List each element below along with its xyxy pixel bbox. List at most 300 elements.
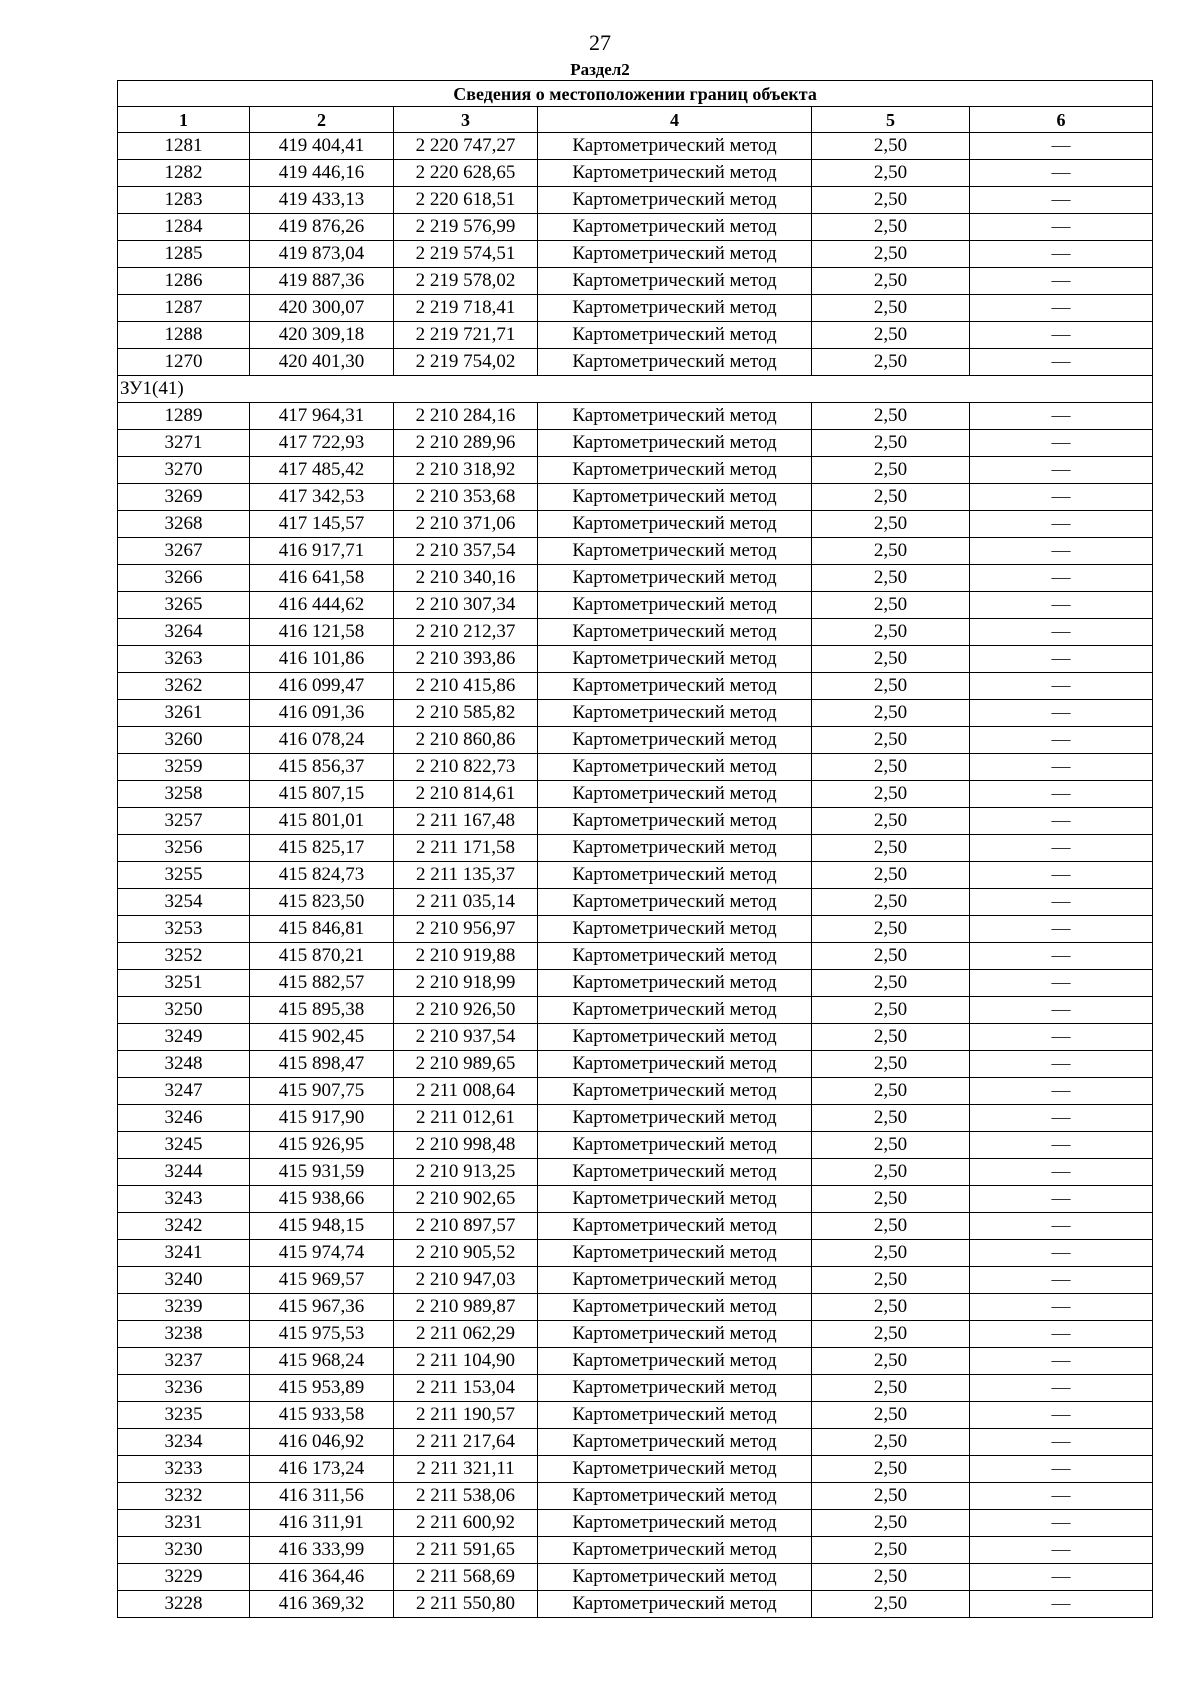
description-cell: — bbox=[970, 1483, 1153, 1510]
point-number-cell: 3237 bbox=[118, 1348, 250, 1375]
point-number-cell: 3244 bbox=[118, 1159, 250, 1186]
column-header: 5 bbox=[812, 107, 970, 133]
description-cell: — bbox=[970, 349, 1153, 376]
description-cell: — bbox=[970, 1186, 1153, 1213]
accuracy-cell: 2,50 bbox=[812, 889, 970, 916]
method-cell: Картометрический метод bbox=[538, 916, 812, 943]
table-row bbox=[118, 214, 1153, 241]
accuracy-cell: 2,50 bbox=[812, 1132, 970, 1159]
accuracy-cell: 2,50 bbox=[812, 1240, 970, 1267]
x-coordinate-cell: 419 446,16 bbox=[250, 160, 394, 187]
table-row bbox=[118, 511, 1153, 538]
y-coordinate-cell: 2 210 905,52 bbox=[394, 1240, 538, 1267]
description-cell: — bbox=[970, 592, 1153, 619]
y-coordinate-cell: 2 210 284,16 bbox=[394, 403, 538, 430]
method-cell: Картометрический метод bbox=[538, 403, 812, 430]
point-number-cell: 1281 bbox=[118, 133, 250, 160]
x-coordinate-cell: 416 333,99 bbox=[250, 1537, 394, 1564]
point-number-cell: 3248 bbox=[118, 1051, 250, 1078]
y-coordinate-cell: 2 210 415,86 bbox=[394, 673, 538, 700]
point-number-cell: 1283 bbox=[118, 187, 250, 214]
x-coordinate-cell: 419 404,41 bbox=[250, 133, 394, 160]
table-row bbox=[118, 700, 1153, 727]
description-cell: — bbox=[970, 781, 1153, 808]
x-coordinate-cell: 415 969,57 bbox=[250, 1267, 394, 1294]
y-coordinate-cell: 2 211 167,48 bbox=[394, 808, 538, 835]
description-cell: — bbox=[970, 1078, 1153, 1105]
method-cell: Картометрический метод bbox=[538, 1375, 812, 1402]
table-row bbox=[118, 268, 1153, 295]
point-number-cell: 3246 bbox=[118, 1105, 250, 1132]
column-header: 3 bbox=[394, 107, 538, 133]
point-number-cell: 3242 bbox=[118, 1213, 250, 1240]
accuracy-cell: 2,50 bbox=[812, 1456, 970, 1483]
accuracy-cell: 2,50 bbox=[812, 403, 970, 430]
x-coordinate-cell: 415 825,17 bbox=[250, 835, 394, 862]
method-cell: Картометрический метод bbox=[538, 457, 812, 484]
x-coordinate-cell: 419 873,04 bbox=[250, 241, 394, 268]
y-coordinate-cell: 2 211 190,57 bbox=[394, 1402, 538, 1429]
point-number-cell: 3239 bbox=[118, 1294, 250, 1321]
description-cell: — bbox=[970, 268, 1153, 295]
method-cell: Картометрический метод bbox=[538, 133, 812, 160]
table-row bbox=[118, 619, 1153, 646]
accuracy-cell: 2,50 bbox=[812, 241, 970, 268]
description-cell: — bbox=[970, 430, 1153, 457]
y-coordinate-cell: 2 211 135,37 bbox=[394, 862, 538, 889]
y-coordinate-cell: 2 210 318,92 bbox=[394, 457, 538, 484]
x-coordinate-cell: 415 967,36 bbox=[250, 1294, 394, 1321]
accuracy-cell: 2,50 bbox=[812, 943, 970, 970]
y-coordinate-cell: 2 210 860,86 bbox=[394, 727, 538, 754]
accuracy-cell: 2,50 bbox=[812, 916, 970, 943]
table-row bbox=[118, 1213, 1153, 1240]
x-coordinate-cell: 417 485,42 bbox=[250, 457, 394, 484]
x-coordinate-cell: 415 882,57 bbox=[250, 970, 394, 997]
y-coordinate-cell: 2 211 062,29 bbox=[394, 1321, 538, 1348]
y-coordinate-cell: 2 211 600,92 bbox=[394, 1510, 538, 1537]
point-number-cell: 3254 bbox=[118, 889, 250, 916]
accuracy-cell: 2,50 bbox=[812, 673, 970, 700]
description-cell: — bbox=[970, 403, 1153, 430]
table-row bbox=[118, 916, 1153, 943]
accuracy-cell: 2,50 bbox=[812, 970, 970, 997]
accuracy-cell: 2,50 bbox=[812, 808, 970, 835]
point-number-cell: 3234 bbox=[118, 1429, 250, 1456]
table-row bbox=[118, 403, 1153, 430]
y-coordinate-cell: 2 219 576,99 bbox=[394, 214, 538, 241]
description-cell: — bbox=[970, 970, 1153, 997]
accuracy-cell: 2,50 bbox=[812, 484, 970, 511]
accuracy-cell: 2,50 bbox=[812, 457, 970, 484]
y-coordinate-cell: 2 219 578,02 bbox=[394, 268, 538, 295]
table-row bbox=[118, 160, 1153, 187]
point-number-cell: 3233 bbox=[118, 1456, 250, 1483]
table-row bbox=[118, 835, 1153, 862]
x-coordinate-cell: 415 870,21 bbox=[250, 943, 394, 970]
description-cell: — bbox=[970, 1510, 1153, 1537]
method-cell: Картометрический метод bbox=[538, 1402, 812, 1429]
accuracy-cell: 2,50 bbox=[812, 322, 970, 349]
method-cell: Картометрический метод bbox=[538, 1132, 812, 1159]
method-cell: Картометрический метод bbox=[538, 754, 812, 781]
method-cell: Картометрический метод bbox=[538, 1294, 812, 1321]
accuracy-cell: 2,50 bbox=[812, 1321, 970, 1348]
y-coordinate-cell: 2 210 393,86 bbox=[394, 646, 538, 673]
table-row bbox=[118, 295, 1153, 322]
y-coordinate-cell: 2 210 371,06 bbox=[394, 511, 538, 538]
column-header: 6 bbox=[970, 107, 1153, 133]
y-coordinate-cell: 2 210 913,25 bbox=[394, 1159, 538, 1186]
accuracy-cell: 2,50 bbox=[812, 214, 970, 241]
x-coordinate-cell: 420 401,30 bbox=[250, 349, 394, 376]
description-cell: — bbox=[970, 1375, 1153, 1402]
description-cell: — bbox=[970, 322, 1153, 349]
method-cell: Картометрический метод bbox=[538, 862, 812, 889]
accuracy-cell: 2,50 bbox=[812, 1564, 970, 1591]
x-coordinate-cell: 419 433,13 bbox=[250, 187, 394, 214]
y-coordinate-cell: 2 219 574,51 bbox=[394, 241, 538, 268]
x-coordinate-cell: 416 311,56 bbox=[250, 1483, 394, 1510]
point-number-cell: 3229 bbox=[118, 1564, 250, 1591]
accuracy-cell: 2,50 bbox=[812, 592, 970, 619]
accuracy-cell: 2,50 bbox=[812, 1213, 970, 1240]
method-cell: Картометрический метод bbox=[538, 1159, 812, 1186]
description-cell: — bbox=[970, 1294, 1153, 1321]
description-cell: — bbox=[970, 646, 1153, 673]
x-coordinate-cell: 417 964,31 bbox=[250, 403, 394, 430]
accuracy-cell: 2,50 bbox=[812, 997, 970, 1024]
method-cell: Картометрический метод bbox=[538, 1348, 812, 1375]
accuracy-cell: 2,50 bbox=[812, 349, 970, 376]
method-cell: Картометрический метод bbox=[538, 349, 812, 376]
accuracy-cell: 2,50 bbox=[812, 1510, 970, 1537]
y-coordinate-cell: 2 210 307,34 bbox=[394, 592, 538, 619]
method-cell: Картометрический метод bbox=[538, 565, 812, 592]
method-cell: Картометрический метод bbox=[538, 1456, 812, 1483]
x-coordinate-cell: 415 953,89 bbox=[250, 1375, 394, 1402]
table-row bbox=[118, 538, 1153, 565]
y-coordinate-cell: 2 210 814,61 bbox=[394, 781, 538, 808]
description-cell: — bbox=[970, 754, 1153, 781]
y-coordinate-cell: 2 210 926,50 bbox=[394, 997, 538, 1024]
accuracy-cell: 2,50 bbox=[812, 754, 970, 781]
method-cell: Картометрический метод bbox=[538, 619, 812, 646]
x-coordinate-cell: 416 101,86 bbox=[250, 646, 394, 673]
table-row bbox=[118, 565, 1153, 592]
page-number: 27 bbox=[589, 30, 611, 55]
y-coordinate-cell: 2 210 353,68 bbox=[394, 484, 538, 511]
x-coordinate-cell: 417 145,57 bbox=[250, 511, 394, 538]
method-cell: Картометрический метод bbox=[538, 1240, 812, 1267]
point-number-cell: 3241 bbox=[118, 1240, 250, 1267]
method-cell: Картометрический метод bbox=[538, 295, 812, 322]
method-cell: Картометрический метод bbox=[538, 1267, 812, 1294]
accuracy-cell: 2,50 bbox=[812, 835, 970, 862]
description-cell: — bbox=[970, 241, 1153, 268]
point-number-cell: 3265 bbox=[118, 592, 250, 619]
x-coordinate-cell: 416 364,46 bbox=[250, 1564, 394, 1591]
y-coordinate-cell: 2 220 618,51 bbox=[394, 187, 538, 214]
table-row bbox=[118, 187, 1153, 214]
y-coordinate-cell: 2 210 919,88 bbox=[394, 943, 538, 970]
description-cell: — bbox=[970, 1348, 1153, 1375]
accuracy-cell: 2,50 bbox=[812, 187, 970, 214]
method-cell: Картометрический метод bbox=[538, 187, 812, 214]
method-cell: Картометрический метод bbox=[538, 1213, 812, 1240]
point-number-cell: 3268 bbox=[118, 511, 250, 538]
y-coordinate-cell: 2 219 718,41 bbox=[394, 295, 538, 322]
description-cell: — bbox=[970, 565, 1153, 592]
point-number-cell: 3245 bbox=[118, 1132, 250, 1159]
point-number-cell: 3255 bbox=[118, 862, 250, 889]
description-cell: — bbox=[970, 1456, 1153, 1483]
table-row bbox=[118, 241, 1153, 268]
y-coordinate-cell: 2 210 918,99 bbox=[394, 970, 538, 997]
method-cell: Картометрический метод bbox=[538, 646, 812, 673]
table-row bbox=[118, 997, 1153, 1024]
point-number-cell: 3240 bbox=[118, 1267, 250, 1294]
column-header: 4 bbox=[538, 107, 812, 133]
table-row bbox=[118, 1159, 1153, 1186]
point-number-cell: 3249 bbox=[118, 1024, 250, 1051]
x-coordinate-cell: 415 931,59 bbox=[250, 1159, 394, 1186]
description-cell: — bbox=[970, 1402, 1153, 1429]
method-cell: Картометрический метод bbox=[538, 1564, 812, 1591]
table-row bbox=[118, 646, 1153, 673]
point-number-cell: 3250 bbox=[118, 997, 250, 1024]
x-coordinate-cell: 415 907,75 bbox=[250, 1078, 394, 1105]
table-row bbox=[118, 430, 1153, 457]
accuracy-cell: 2,50 bbox=[812, 727, 970, 754]
y-coordinate-cell: 2 210 902,65 bbox=[394, 1186, 538, 1213]
table-row bbox=[118, 133, 1153, 160]
y-coordinate-cell: 2 211 153,04 bbox=[394, 1375, 538, 1402]
method-cell: Картометрический метод bbox=[538, 1429, 812, 1456]
accuracy-cell: 2,50 bbox=[812, 1078, 970, 1105]
x-coordinate-cell: 415 898,47 bbox=[250, 1051, 394, 1078]
y-coordinate-cell: 2 211 568,69 bbox=[394, 1564, 538, 1591]
point-number-cell: 3263 bbox=[118, 646, 250, 673]
point-number-cell: 3235 bbox=[118, 1402, 250, 1429]
y-coordinate-cell: 2 219 721,71 bbox=[394, 322, 538, 349]
point-number-cell: 1284 bbox=[118, 214, 250, 241]
description-cell: — bbox=[970, 997, 1153, 1024]
accuracy-cell: 2,50 bbox=[812, 1483, 970, 1510]
method-cell: Картометрический метод bbox=[538, 214, 812, 241]
method-cell: Картометрический метод bbox=[538, 160, 812, 187]
method-cell: Картометрический метод bbox=[538, 1483, 812, 1510]
table-row bbox=[118, 673, 1153, 700]
method-cell: Картометрический метод bbox=[538, 673, 812, 700]
description-cell: — bbox=[970, 1051, 1153, 1078]
table-row bbox=[118, 484, 1153, 511]
table-row bbox=[118, 1024, 1153, 1051]
table-row bbox=[118, 754, 1153, 781]
description-cell: — bbox=[970, 808, 1153, 835]
description-cell: — bbox=[970, 862, 1153, 889]
accuracy-cell: 2,50 bbox=[812, 1375, 970, 1402]
description-cell: — bbox=[970, 295, 1153, 322]
y-coordinate-cell: 2 211 035,14 bbox=[394, 889, 538, 916]
point-number-cell: 3238 bbox=[118, 1321, 250, 1348]
description-cell: — bbox=[970, 1429, 1153, 1456]
x-coordinate-cell: 416 173,24 bbox=[250, 1456, 394, 1483]
y-coordinate-cell: 2 210 989,87 bbox=[394, 1294, 538, 1321]
x-coordinate-cell: 416 078,24 bbox=[250, 727, 394, 754]
point-number-cell: 3228 bbox=[118, 1591, 250, 1618]
x-coordinate-cell: 415 823,50 bbox=[250, 889, 394, 916]
point-number-cell: 3253 bbox=[118, 916, 250, 943]
y-coordinate-cell: 2 220 628,65 bbox=[394, 160, 538, 187]
y-coordinate-cell: 2 211 538,06 bbox=[394, 1483, 538, 1510]
method-cell: Картометрический метод bbox=[538, 835, 812, 862]
method-cell: Картометрический метод bbox=[538, 1537, 812, 1564]
method-cell: Картометрический метод bbox=[538, 322, 812, 349]
point-number-cell: 3251 bbox=[118, 970, 250, 997]
x-coordinate-cell: 415 968,24 bbox=[250, 1348, 394, 1375]
x-coordinate-cell: 415 801,01 bbox=[250, 808, 394, 835]
description-cell: — bbox=[970, 943, 1153, 970]
table-row bbox=[118, 1105, 1153, 1132]
method-cell: Картометрический метод bbox=[538, 484, 812, 511]
x-coordinate-cell: 416 091,36 bbox=[250, 700, 394, 727]
y-coordinate-cell: 2 210 998,48 bbox=[394, 1132, 538, 1159]
point-number-cell: 3264 bbox=[118, 619, 250, 646]
method-cell: Картометрический метод bbox=[538, 1510, 812, 1537]
accuracy-cell: 2,50 bbox=[812, 133, 970, 160]
table-row bbox=[118, 889, 1153, 916]
table-row bbox=[118, 457, 1153, 484]
x-coordinate-cell: 416 046,92 bbox=[250, 1429, 394, 1456]
table-row bbox=[118, 1294, 1153, 1321]
method-cell: Картометрический метод bbox=[538, 538, 812, 565]
method-cell: Картометрический метод bbox=[538, 970, 812, 997]
table-row bbox=[118, 1375, 1153, 1402]
method-cell: Картометрический метод bbox=[538, 1078, 812, 1105]
point-number-cell: 3262 bbox=[118, 673, 250, 700]
x-coordinate-cell: 415 856,37 bbox=[250, 754, 394, 781]
point-number-cell: 3259 bbox=[118, 754, 250, 781]
description-cell: — bbox=[970, 727, 1153, 754]
method-cell: Картометрический метод bbox=[538, 1186, 812, 1213]
accuracy-cell: 2,50 bbox=[812, 268, 970, 295]
column-header: 1 bbox=[118, 107, 250, 133]
description-cell: — bbox=[970, 700, 1153, 727]
accuracy-cell: 2,50 bbox=[812, 1159, 970, 1186]
method-cell: Картометрический метод bbox=[538, 700, 812, 727]
table-row bbox=[118, 943, 1153, 970]
y-coordinate-cell: 2 210 357,54 bbox=[394, 538, 538, 565]
y-coordinate-cell: 2 211 217,64 bbox=[394, 1429, 538, 1456]
x-coordinate-cell: 419 876,26 bbox=[250, 214, 394, 241]
description-cell: — bbox=[970, 1105, 1153, 1132]
x-coordinate-cell: 419 887,36 bbox=[250, 268, 394, 295]
description-cell: — bbox=[970, 889, 1153, 916]
table-row bbox=[118, 1591, 1153, 1618]
table-row bbox=[118, 727, 1153, 754]
y-coordinate-cell: 2 211 008,64 bbox=[394, 1078, 538, 1105]
description-cell: — bbox=[970, 835, 1153, 862]
method-cell: Картометрический метод bbox=[538, 241, 812, 268]
method-cell: Картометрический метод bbox=[538, 781, 812, 808]
accuracy-cell: 2,50 bbox=[812, 1294, 970, 1321]
point-number-cell: 3256 bbox=[118, 835, 250, 862]
y-coordinate-cell: 2 210 340,16 bbox=[394, 565, 538, 592]
accuracy-cell: 2,50 bbox=[812, 781, 970, 808]
x-coordinate-cell: 415 846,81 bbox=[250, 916, 394, 943]
description-cell: — bbox=[970, 457, 1153, 484]
method-cell: Картометрический метод bbox=[538, 889, 812, 916]
description-cell: — bbox=[970, 538, 1153, 565]
x-coordinate-cell: 420 309,18 bbox=[250, 322, 394, 349]
y-coordinate-cell: 2 219 754,02 bbox=[394, 349, 538, 376]
x-coordinate-cell: 415 902,45 bbox=[250, 1024, 394, 1051]
description-cell: — bbox=[970, 1024, 1153, 1051]
point-number-cell: 1288 bbox=[118, 322, 250, 349]
description-cell: — bbox=[970, 160, 1153, 187]
y-coordinate-cell: 2 210 989,65 bbox=[394, 1051, 538, 1078]
y-coordinate-cell: 2 211 550,80 bbox=[394, 1591, 538, 1618]
point-number-cell: 3232 bbox=[118, 1483, 250, 1510]
column-number-row bbox=[118, 107, 1153, 133]
table-row bbox=[118, 1132, 1153, 1159]
point-number-cell: 3252 bbox=[118, 943, 250, 970]
accuracy-cell: 2,50 bbox=[812, 1348, 970, 1375]
method-cell: Картометрический метод bbox=[538, 1051, 812, 1078]
accuracy-cell: 2,50 bbox=[812, 1402, 970, 1429]
description-cell: — bbox=[970, 214, 1153, 241]
table-row bbox=[118, 1267, 1153, 1294]
description-cell: — bbox=[970, 916, 1153, 943]
description-cell: — bbox=[970, 187, 1153, 214]
boundary-coordinates-table bbox=[117, 80, 1153, 1618]
group-row bbox=[118, 376, 1153, 403]
x-coordinate-cell: 416 641,58 bbox=[250, 565, 394, 592]
accuracy-cell: 2,50 bbox=[812, 160, 970, 187]
x-coordinate-cell: 415 807,15 bbox=[250, 781, 394, 808]
description-cell: — bbox=[970, 619, 1153, 646]
x-coordinate-cell: 415 824,73 bbox=[250, 862, 394, 889]
point-number-cell: 1285 bbox=[118, 241, 250, 268]
method-cell: Картометрический метод bbox=[538, 430, 812, 457]
y-coordinate-cell: 2 210 956,97 bbox=[394, 916, 538, 943]
description-cell: — bbox=[970, 133, 1153, 160]
y-coordinate-cell: 2 211 104,90 bbox=[394, 1348, 538, 1375]
description-cell: — bbox=[970, 673, 1153, 700]
point-number-cell: 1286 bbox=[118, 268, 250, 295]
point-number-cell: 3236 bbox=[118, 1375, 250, 1402]
accuracy-cell: 2,50 bbox=[812, 295, 970, 322]
accuracy-cell: 2,50 bbox=[812, 1024, 970, 1051]
description-cell: — bbox=[970, 1537, 1153, 1564]
accuracy-cell: 2,50 bbox=[812, 862, 970, 889]
y-coordinate-cell: 2 210 585,82 bbox=[394, 700, 538, 727]
method-cell: Картометрический метод bbox=[538, 268, 812, 295]
table-row bbox=[118, 1564, 1153, 1591]
accuracy-cell: 2,50 bbox=[812, 511, 970, 538]
point-number-cell: 1287 bbox=[118, 295, 250, 322]
y-coordinate-cell: 2 210 937,54 bbox=[394, 1024, 538, 1051]
x-coordinate-cell: 415 933,58 bbox=[250, 1402, 394, 1429]
x-coordinate-cell: 417 342,53 bbox=[250, 484, 394, 511]
table-caption-row bbox=[118, 81, 1153, 107]
x-coordinate-cell: 416 444,62 bbox=[250, 592, 394, 619]
description-cell: — bbox=[970, 1132, 1153, 1159]
table-row bbox=[118, 781, 1153, 808]
x-coordinate-cell: 415 975,53 bbox=[250, 1321, 394, 1348]
x-coordinate-cell: 420 300,07 bbox=[250, 295, 394, 322]
